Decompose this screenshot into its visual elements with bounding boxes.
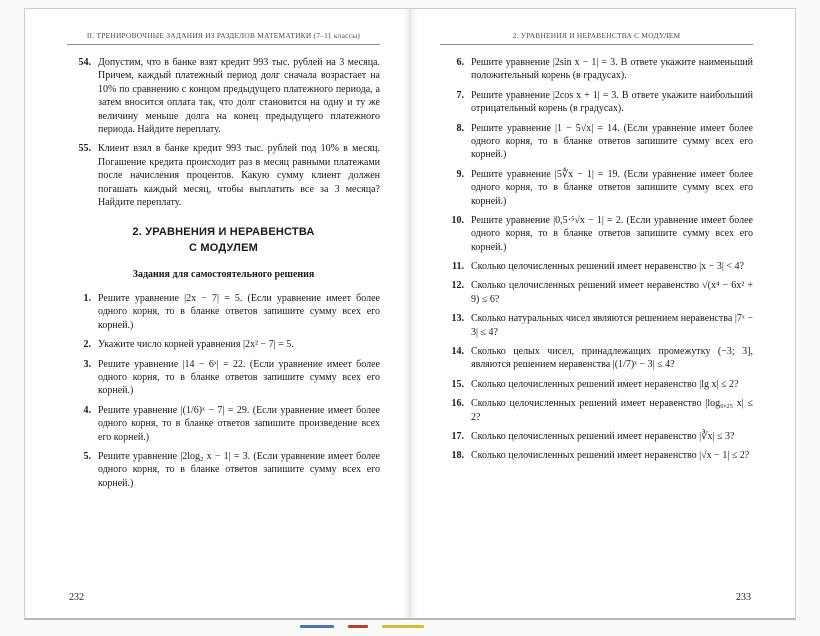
edge-color-tick <box>300 625 334 628</box>
exercise-text: Решите уравнение |2x − 7| = 5. (Если уравнение имеет более одного корня, то в бланке ответов запишите сумму всех его корней.) <box>98 293 380 331</box>
exercise-item <box>440 279 753 306</box>
exercise-number: 10. <box>451 214 464 226</box>
exercise-item <box>440 214 753 254</box>
exercise-list-left <box>67 292 380 490</box>
exercise-text: Решите уравнение |0,5·⁵√x − 1| = 2. (Если уравнение имеет более одного корня, то в бланке ответов запишите сумму всех его корней.) <box>471 214 753 253</box>
exercise-item <box>440 397 753 424</box>
exercise-item <box>67 404 380 444</box>
exercise-item <box>440 122 753 162</box>
book-spread <box>24 8 796 620</box>
exercise-text: Сколько натуральных чисел являются решением неравенства |7ˣ − 3| ≤ 4? <box>471 313 753 338</box>
exercise-text: Сколько целочисленных решений имеет неравенство |lg x| ≤ 2? <box>471 378 739 390</box>
exercise-text: Укажите число корней уравнения |2x² − 7| = 5. <box>98 339 294 351</box>
problem-item <box>67 56 380 136</box>
exercise-text: Решите уравнение |2sin x − 1| = 3. В ответе укажите наименьший положительный корень (в градусах). <box>471 57 753 82</box>
subsection-title: Задания для самостоятельного решения <box>132 269 315 281</box>
page-left <box>25 9 410 618</box>
exercise-number: 13. <box>451 313 464 325</box>
exercise-item <box>67 292 380 332</box>
exercise-text: Решите уравнение |14 − 6ˣ| = 22. (Если уравнение имеет более одного корня, то в бланке ответов запишите сумму всех его корней.) <box>98 358 380 397</box>
page-number-left: 232 <box>69 592 84 603</box>
exercise-text: Сколько целочисленных решений имеет неравенство |x − 3| < 4? <box>471 261 744 273</box>
exercise-item <box>440 168 753 208</box>
exercise-text: Сколько целочисленных решений имеет неравенство |√x − 1| ≤ 2? <box>471 450 750 462</box>
problem-list <box>67 56 380 209</box>
page-right <box>410 9 795 618</box>
exercise-number: 18. <box>451 450 464 462</box>
exercise-text: Решите уравнение |(1/6)ˣ − 7| = 29. (Если уравнение имеет более одного корня, то в бланке ответов запишите произведение всех его корней.) <box>98 404 380 443</box>
exercise-number: 9. <box>456 168 464 180</box>
exercise-number: 5. <box>83 450 91 462</box>
exercise-item <box>440 430 753 443</box>
exercise-list-right <box>440 56 753 463</box>
problem-number: 54. <box>78 57 91 68</box>
exercise-item <box>440 89 753 116</box>
exercise-number: 8. <box>456 122 464 134</box>
section-title-line1: 2. УРАВНЕНИЯ И НЕРАВЕНСТВА <box>132 226 315 239</box>
exercise-number: 17. <box>451 430 464 442</box>
exercise-text: Решите уравнение |2cos x + 1| = 3. В ответе укажите наибольший отрицательный корень (в градусах). <box>471 89 753 115</box>
running-header-left: II. ТРЕНИРОВОЧНЫЕ ЗАДАНИЯ ИЗ РАЗДЕЛОВ МАТЕМАТИКИ (7–11 классы) <box>67 31 380 45</box>
exercise-item <box>67 450 380 490</box>
exercise-item <box>440 345 753 372</box>
exercise-item <box>440 449 753 462</box>
exercise-text: Сколько целочисленных решений имеет неравенство |∛x| ≤ 3? <box>471 430 735 442</box>
exercise-number: 2. <box>83 339 91 351</box>
exercise-item <box>67 358 380 398</box>
exercise-text: Сколько целочисленных решений имеет неравенство √(x⁴ − 6x² + 9) ≤ 6? <box>471 280 753 305</box>
exercise-item <box>440 378 753 391</box>
page-number-right: 233 <box>736 592 751 603</box>
running-header-right: 2. УРАВНЕНИЯ И НЕРАВЕНСТВА С МОДУЛЕМ <box>440 31 753 45</box>
problem-number: 55. <box>78 143 91 155</box>
exercise-number: 15. <box>451 378 464 390</box>
book-edge-strip <box>300 625 424 628</box>
exercise-number: 1. <box>83 293 91 305</box>
exercise-text: Сколько целых чисел, принадлежащих промежутку (−3; 3], являются решением неравенства |(1/7)ˣ − 3| ≤ 4? <box>471 346 753 371</box>
exercise-text: Решите уравнение |2log₂ x − 1| = 3. (Если уравнение имеет более одного корня, то в бланке ответов запишите сумму всех его корней.) <box>98 450 380 489</box>
section-title-line2: С МОДУЛЕМ <box>189 241 258 254</box>
exercise-number: 3. <box>83 358 91 370</box>
problem-item <box>67 142 380 209</box>
exercise-item <box>440 260 753 273</box>
exercise-text: Сколько целочисленных решений имеет неравенство |log₀,₂₅ x| ≤ 2? <box>471 398 753 423</box>
exercise-number: 7. <box>456 89 464 101</box>
exercise-number: 12. <box>451 280 464 292</box>
exercise-number: 6. <box>456 57 464 68</box>
exercise-number: 16. <box>451 398 464 410</box>
exercise-item <box>67 338 380 351</box>
exercise-number: 14. <box>451 346 464 358</box>
exercise-item <box>440 312 753 339</box>
problem-text: Клиент взял в банке кредит 993 тыс. рублей под 10% в месяц. Погашение кредита происходит раз в месяц равными платежами после начисления процентов. Какую сумму клиент должен погашать каждый месяц, чтобы выплатить все за 3 месяца? Найдите переплату. <box>98 143 380 208</box>
edge-color-tick <box>382 625 424 628</box>
exercise-item <box>440 56 753 83</box>
section-title <box>73 225 374 256</box>
exercise-number: 11. <box>452 261 464 273</box>
exercise-text: Решите уравнение |1 − 5√x| = 14. (Если уравнение имеет более одного корня, то в бланке ответов запишите сумму всех его корней.) <box>471 122 753 161</box>
exercise-number: 4. <box>83 404 91 416</box>
edge-color-tick <box>348 625 368 628</box>
problem-text: Допустим, что в банке взят кредит 993 тыс. рублей на 3 месяца. Причем, каждый платежный период долг сначала возрастает на 10% по сравнению с концом предыдущего платежного периода, а затем вносится оплата так, что долг становится на одну и ту же величину меньше долга на конец предыдущего платежного периода. Найдите переплату. <box>98 57 380 135</box>
exercise-text: Решите уравнение |5∜x − 1| = 19. (Если уравнение имеет более одного корня, то в бланке ответов запишите сумму всех его корней.) <box>471 168 753 207</box>
